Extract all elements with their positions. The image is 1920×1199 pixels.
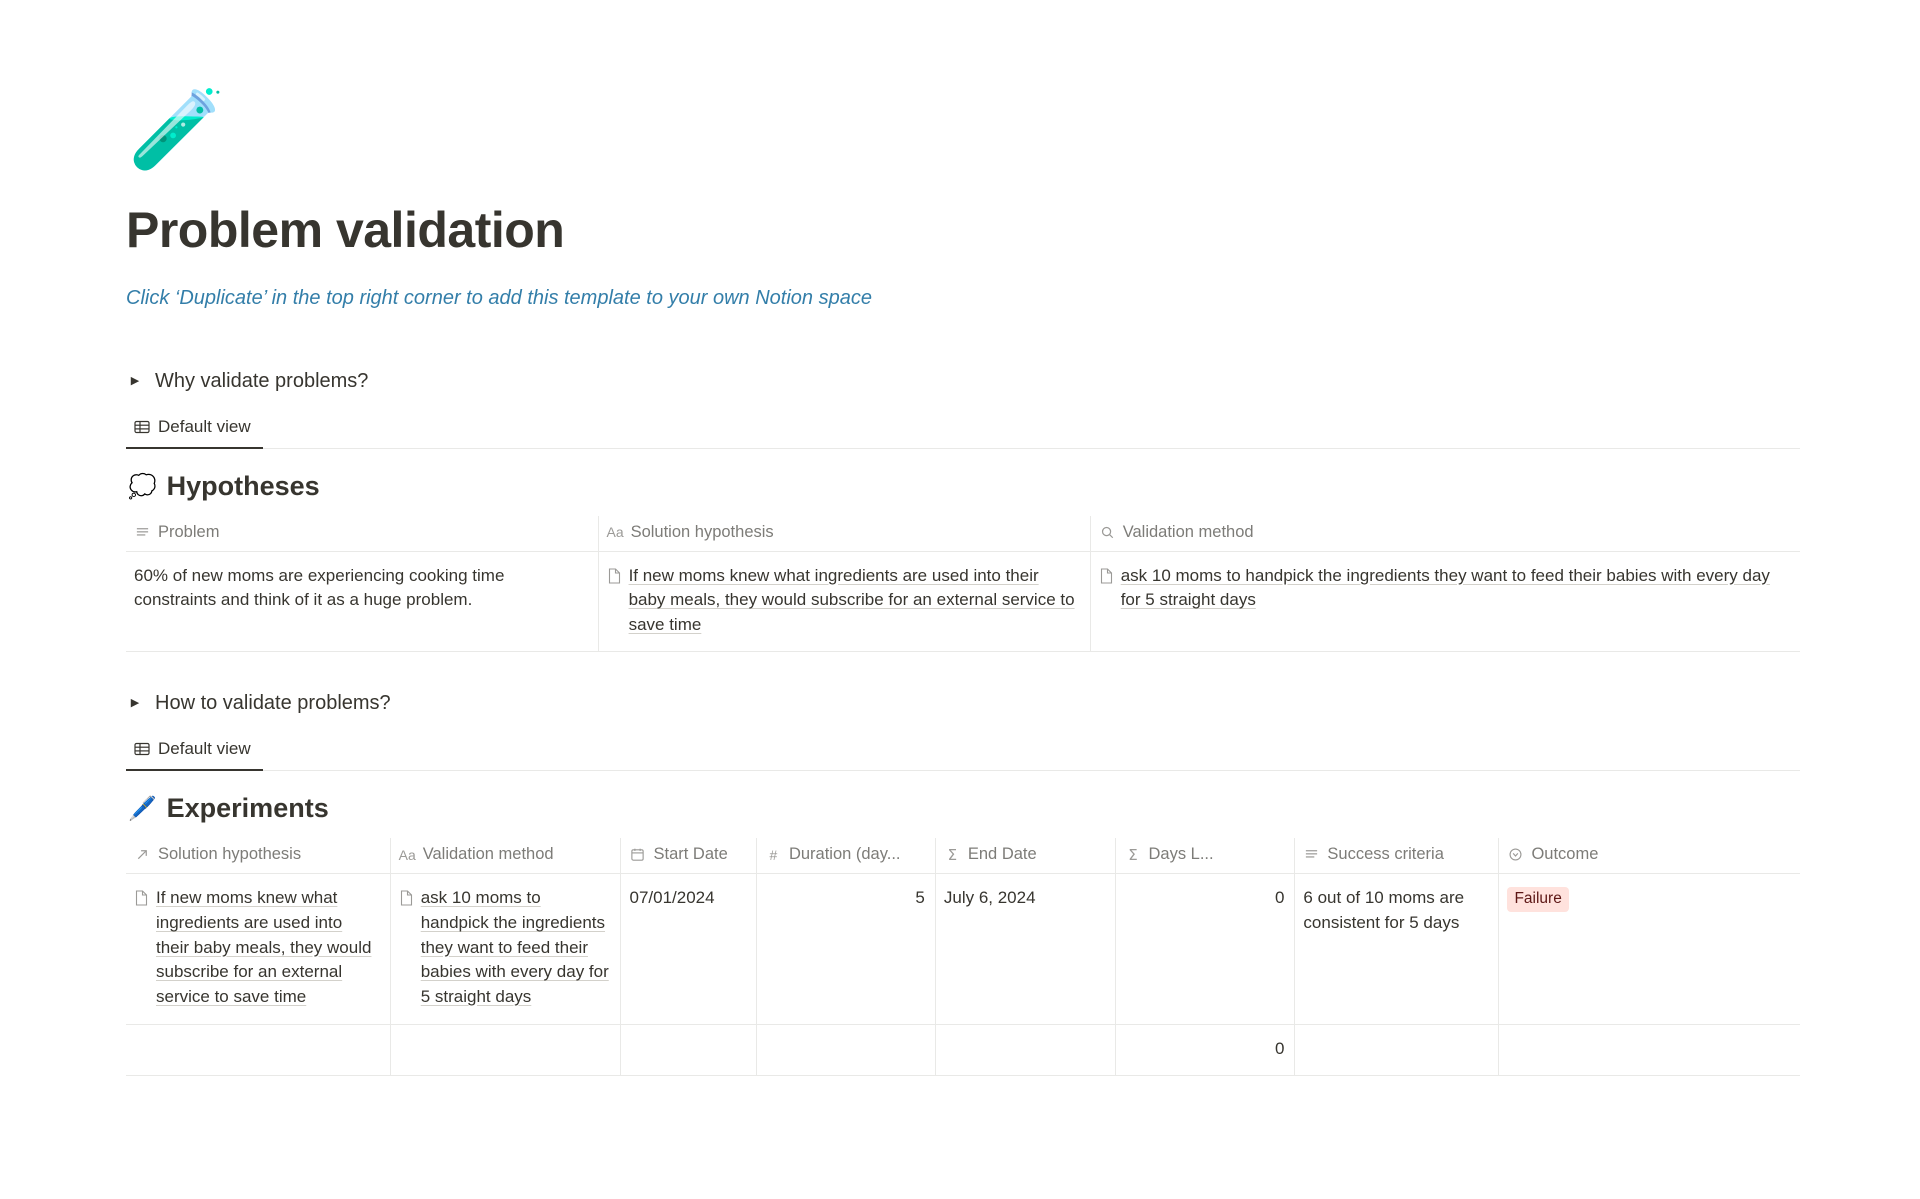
hypotheses-table — [126, 516, 1800, 653]
cell-problem-text: 60% of new moms are experiencing cooking time constraints and think of it as a huge problem. — [134, 565, 505, 610]
text-icon — [1303, 847, 1320, 862]
toggle-how-label: How to validate problems? — [155, 692, 391, 715]
footer-cell-days-left-total[interactable]: 0 — [1116, 1024, 1295, 1076]
column-header-validation-method-label: Validation method — [422, 845, 554, 864]
toggle-why-validate-problems[interactable] — [126, 364, 1800, 399]
toggle-how-to-validate-problems[interactable] — [126, 686, 1800, 721]
column-header-duration-label: Duration (day... — [788, 845, 901, 864]
column-header-validation-method[interactable] — [390, 838, 621, 874]
cell-outcome[interactable] — [1499, 874, 1800, 1024]
column-header-validation-method-label: Validation method — [1122, 522, 1254, 541]
hypotheses-title-text: Hypotheses — [166, 470, 320, 501]
cell-validation-method-text[interactable]: ask 10 moms to handpick the ingredients they want to feed their babies with every day for 5 straight days — [1120, 565, 1770, 610]
table-row[interactable] — [126, 551, 1800, 652]
select-icon — [1507, 847, 1524, 862]
footer-cell-end-date[interactable] — [935, 1024, 1116, 1076]
column-header-days-left[interactable] — [1116, 838, 1295, 874]
experiments-table — [126, 838, 1800, 1076]
column-header-outcome[interactable] — [1499, 838, 1800, 874]
cell-start-date[interactable]: 07/01/2024 — [621, 874, 756, 1024]
cell-solution-hypothesis-text[interactable]: If new moms knew what ingredients are used into their baby meals, they would subscribe for an external service to save time — [628, 565, 1075, 634]
column-header-days-left-label: Days L... — [1148, 845, 1214, 864]
tab-default-view-hypotheses-label: Default view — [158, 416, 251, 436]
hypotheses-title — [128, 471, 1800, 502]
tab-default-view-experiments[interactable] — [126, 731, 263, 771]
cell-validation-method[interactable] — [1090, 551, 1800, 652]
experiments-title-text: Experiments — [166, 793, 329, 824]
column-header-success-criteria[interactable] — [1295, 838, 1499, 874]
hypotheses-view-tabs — [126, 409, 1800, 449]
table-row[interactable] — [126, 874, 1800, 1024]
relation-arrow-icon — [134, 847, 151, 862]
pen-icon: 🖊️ — [128, 795, 157, 822]
page-emoji-icon: 🧪 — [128, 85, 226, 173]
table-view-icon — [134, 419, 150, 435]
cell-validation-method-text[interactable]: ask 10 moms to handpick the ingredients they want to feed their babies with every day for 5 straight days — [420, 888, 609, 1006]
chevron-right-icon[interactable]: ▶ — [130, 697, 140, 710]
column-header-start-date[interactable] — [621, 838, 756, 874]
experiments-view-tabs — [126, 731, 1800, 771]
column-header-end-date-label: End Date — [967, 845, 1037, 864]
status-badge: Failure — [1507, 887, 1568, 912]
column-header-problem-label: Problem — [158, 522, 220, 541]
column-header-duration[interactable] — [756, 838, 935, 874]
table-footer-row[interactable] — [126, 1024, 1800, 1076]
experiments-database — [126, 731, 1800, 1076]
hypotheses-database — [126, 409, 1800, 653]
page-document-icon — [607, 567, 622, 592]
cell-problem[interactable] — [126, 551, 598, 652]
page-title: Problem validation — [126, 202, 565, 258]
page-document-icon — [134, 889, 149, 914]
column-header-solution-hypothesis[interactable] — [126, 838, 390, 874]
column-header-start-date-label: Start Date — [653, 845, 728, 864]
cell-success-criteria[interactable]: 6 out of 10 moms are consistent for 5 days — [1295, 874, 1499, 1024]
column-header-success-criteria-label: Success criteria — [1327, 845, 1444, 864]
cell-solution-hypothesis-text[interactable]: If new moms knew what ingredients are used into their baby meals, they would subscribe for an external service to save time — [156, 888, 372, 1006]
cell-end-date[interactable]: July 6, 2024 — [935, 874, 1116, 1024]
table-header-row — [126, 516, 1800, 552]
tab-default-view-hypotheses[interactable] — [126, 409, 263, 449]
footer-cell-duration[interactable] — [756, 1024, 935, 1076]
number-icon: # — [769, 846, 778, 863]
column-header-problem[interactable] — [126, 516, 598, 552]
cell-solution-hypothesis[interactable] — [126, 874, 390, 1024]
column-header-solution-hypothesis-label: Solution hypothesis — [158, 845, 302, 864]
table-view-icon — [134, 741, 150, 757]
column-header-outcome-label: Outcome — [1531, 845, 1599, 864]
title-icon: Aa — [398, 846, 416, 863]
experiments-title — [128, 793, 1800, 824]
tab-default-view-experiments-label: Default view — [158, 739, 251, 759]
calendar-icon — [629, 847, 646, 862]
chevron-right-icon[interactable]: ▶ — [130, 374, 140, 387]
page-document-icon — [1099, 567, 1114, 592]
column-header-end-date[interactable] — [935, 838, 1116, 874]
cell-duration[interactable]: 5 — [756, 874, 935, 1024]
footer-cell-start-date[interactable] — [621, 1024, 756, 1076]
cell-solution-hypothesis[interactable] — [598, 551, 1090, 652]
column-header-validation-method[interactable] — [1090, 516, 1800, 552]
text-icon — [134, 525, 151, 540]
cell-validation-method[interactable] — [390, 874, 621, 1024]
formula-icon: Σ — [1128, 845, 1138, 864]
title-icon: Aa — [606, 524, 624, 540]
formula-icon: Σ — [947, 845, 958, 864]
cell-days-left[interactable]: 0 — [1116, 874, 1295, 1024]
page-document-icon — [399, 889, 414, 914]
toggle-why-label: Why validate problems? — [155, 369, 369, 392]
footer-cell-outcome[interactable] — [1499, 1024, 1800, 1076]
column-header-solution-hypothesis-label: Solution hypothesis — [630, 522, 774, 541]
thought-bubble-icon: 💭 — [128, 472, 157, 499]
column-header-solution-hypothesis[interactable] — [598, 516, 1090, 552]
footer-cell-success-criteria[interactable] — [1295, 1024, 1499, 1076]
page-content — [126, 0, 1800, 1076]
page-subtitle: Click ‘Duplicate’ in the top right corner to add this template to your own Notion space — [126, 286, 872, 309]
search-icon — [1099, 525, 1116, 540]
footer-cell-validation-method[interactable] — [390, 1024, 621, 1076]
table-header-row — [126, 838, 1800, 874]
footer-cell-solution-hypothesis[interactable] — [126, 1024, 390, 1076]
